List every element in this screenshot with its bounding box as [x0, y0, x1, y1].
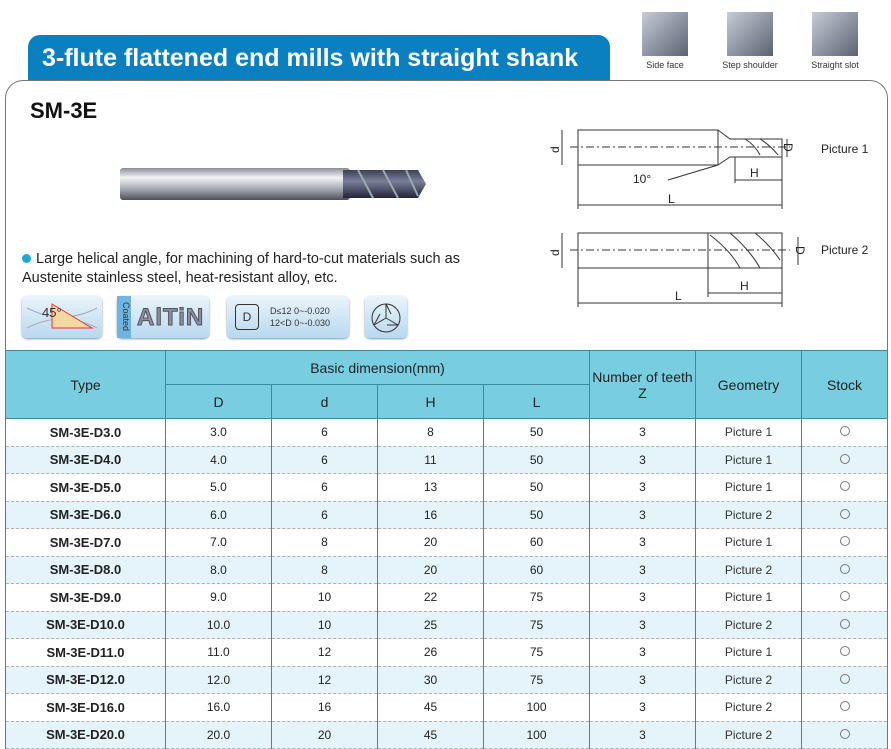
cell-type: SM-3E-D3.0	[6, 419, 166, 447]
cell-teeth: 3	[590, 611, 696, 639]
cell-geometry: Picture 2	[696, 666, 802, 694]
cell-L: 75	[484, 611, 590, 639]
cell-teeth: 3	[590, 556, 696, 584]
cell-d: 8	[272, 529, 378, 557]
dim-angle: 10°	[633, 172, 652, 186]
cell-D: 7.0	[166, 529, 272, 557]
cell-D: 9.0	[166, 584, 272, 612]
in-stock-circle-icon	[840, 536, 850, 546]
table-row	[6, 639, 888, 667]
cell-teeth: 3	[590, 721, 696, 749]
cell-H: 8	[378, 419, 484, 447]
cell-type: SM-3E-D16.0	[6, 694, 166, 722]
cell-d: 10	[272, 611, 378, 639]
table-row	[6, 474, 888, 502]
tolerance-line: D≤12 0~-0.020	[270, 306, 330, 316]
cell-D: 20.0	[166, 721, 272, 749]
helix-angle-icon	[22, 296, 102, 338]
cell-H: 20	[378, 529, 484, 557]
in-stock-circle-icon	[840, 619, 850, 629]
cell-type: SM-3E-D10.0	[6, 611, 166, 639]
in-stock-circle-icon	[840, 729, 850, 739]
cell-geometry: Picture 1	[696, 419, 802, 447]
cell-d: 8	[272, 556, 378, 584]
in-stock-circle-icon	[840, 674, 850, 684]
table-row	[6, 529, 888, 557]
cell-L: 75	[484, 666, 590, 694]
cell-type: SM-3E-D6.0	[6, 501, 166, 529]
cell-geometry: Picture 2	[696, 721, 802, 749]
cell-stock	[802, 474, 888, 502]
header-geometry: Geometry	[696, 351, 802, 419]
cell-geometry: Picture 1	[696, 584, 802, 612]
cell-L: 60	[484, 529, 590, 557]
cell-L: 50	[484, 419, 590, 447]
coated-label: Coated	[117, 296, 131, 338]
cell-teeth: 3	[590, 666, 696, 694]
picture-1-label: Picture 1	[821, 142, 869, 156]
in-stock-circle-icon	[840, 591, 850, 601]
in-stock-circle-icon	[840, 426, 850, 436]
cell-L: 100	[484, 694, 590, 722]
cell-d: 6	[272, 446, 378, 474]
specification-table	[5, 350, 888, 749]
coating-badge	[117, 296, 209, 338]
helix-angle-label: 45°	[42, 305, 62, 320]
cell-H: 26	[378, 639, 484, 667]
cell-geometry: Picture 2	[696, 556, 802, 584]
cell-type: SM-3E-D9.0	[6, 584, 166, 612]
dim-L: L	[668, 192, 675, 206]
dim-H: H	[740, 279, 749, 293]
tolerance-line: 12<D 0~-0.030	[270, 318, 331, 328]
end-mill-photo	[118, 162, 428, 206]
description-text: Large helical angle, for machining of hard-to-cut materials such as Austenite stainless steel, heat-resistant alloy, etc.	[22, 251, 460, 286]
cell-d: 10	[272, 584, 378, 612]
header-type: Type	[6, 351, 166, 419]
cell-geometry: Picture 2	[696, 501, 802, 529]
table-row	[6, 666, 888, 694]
cell-stock	[802, 556, 888, 584]
cell-type: SM-3E-D5.0	[6, 474, 166, 502]
in-stock-circle-icon	[840, 701, 850, 711]
cell-D: 5.0	[166, 474, 272, 502]
cell-H: 11	[378, 446, 484, 474]
header-L: L	[484, 385, 590, 419]
dim-H: H	[750, 166, 759, 180]
header-basic-dimension: Basic dimension(mm)	[166, 351, 590, 385]
cell-teeth: 3	[590, 529, 696, 557]
cell-d: 20	[272, 721, 378, 749]
cell-stock	[802, 639, 888, 667]
step-shoulder-icon	[727, 12, 773, 56]
cell-stock	[802, 446, 888, 474]
operation-straight-slot	[800, 12, 870, 70]
product-description	[22, 250, 512, 288]
dimension-drawings	[550, 125, 890, 325]
cell-H: 45	[378, 721, 484, 749]
dim-D: D	[781, 143, 795, 152]
operation-label: Side face	[646, 60, 684, 70]
three-flute-icon	[365, 296, 407, 338]
cell-type: SM-3E-D20.0	[6, 721, 166, 749]
side-face-icon	[642, 12, 688, 56]
cell-geometry: Picture 1	[696, 446, 802, 474]
helix-angle-badge	[22, 296, 102, 338]
table-row	[6, 419, 888, 447]
cell-H: 22	[378, 584, 484, 612]
cell-type: SM-3E-D7.0	[6, 529, 166, 557]
cell-H: 25	[378, 611, 484, 639]
cell-teeth: 3	[590, 694, 696, 722]
cell-teeth: 3	[590, 501, 696, 529]
cell-d: 12	[272, 666, 378, 694]
flute-count-badge	[365, 296, 407, 338]
cell-L: 50	[484, 446, 590, 474]
table-row	[6, 721, 888, 749]
tolerance-symbol: D	[235, 304, 259, 330]
cell-teeth: 3	[590, 419, 696, 447]
table-row	[6, 611, 888, 639]
cell-D: 3.0	[166, 419, 272, 447]
cell-H: 13	[378, 474, 484, 502]
cell-L: 50	[484, 474, 590, 502]
cell-type: SM-3E-D11.0	[6, 639, 166, 667]
cell-d: 6	[272, 501, 378, 529]
in-stock-circle-icon	[840, 454, 850, 464]
cell-stock	[802, 721, 888, 749]
page-title: 3-flute flattened end mills with straight shank	[28, 35, 610, 81]
cell-geometry: Picture 2	[696, 611, 802, 639]
table-row	[6, 501, 888, 529]
dim-d: d	[548, 146, 562, 153]
cell-stock	[802, 419, 888, 447]
cell-D: 8.0	[166, 556, 272, 584]
header-H: H	[378, 385, 484, 419]
cell-L: 100	[484, 721, 590, 749]
cell-D: 4.0	[166, 446, 272, 474]
cell-D: 11.0	[166, 639, 272, 667]
header-stock: Stock	[802, 351, 888, 419]
picture-2-label: Picture 2	[821, 243, 869, 257]
cell-stock	[802, 694, 888, 722]
model-name: SM-3E	[30, 98, 98, 123]
cell-type: SM-3E-D12.0	[6, 666, 166, 694]
cell-stock	[802, 501, 888, 529]
cell-teeth: 3	[590, 446, 696, 474]
in-stock-circle-icon	[840, 509, 850, 519]
cell-stock	[802, 666, 888, 694]
dim-D: D	[793, 246, 807, 255]
cell-L: 50	[484, 501, 590, 529]
cell-H: 45	[378, 694, 484, 722]
cell-geometry: Picture 1	[696, 639, 802, 667]
cell-d: 6	[272, 474, 378, 502]
operation-side-face	[630, 12, 700, 70]
table-row	[6, 446, 888, 474]
cell-L: 60	[484, 556, 590, 584]
cell-d: 12	[272, 639, 378, 667]
in-stock-circle-icon	[840, 481, 850, 491]
in-stock-circle-icon	[840, 646, 850, 656]
cell-L: 75	[484, 584, 590, 612]
bullet-icon	[22, 254, 31, 263]
cell-teeth: 3	[590, 474, 696, 502]
in-stock-circle-icon	[840, 564, 850, 574]
cell-D: 10.0	[166, 611, 272, 639]
cell-geometry: Picture 1	[696, 474, 802, 502]
header-D: D	[166, 385, 272, 419]
cell-d: 6	[272, 419, 378, 447]
cell-H: 20	[378, 556, 484, 584]
operation-label: Straight slot	[811, 60, 859, 70]
cell-type: SM-3E-D8.0	[6, 556, 166, 584]
operation-step-shoulder	[715, 12, 785, 70]
cell-L: 75	[484, 639, 590, 667]
cell-D: 16.0	[166, 694, 272, 722]
cell-H: 30	[378, 666, 484, 694]
cell-D: 12.0	[166, 666, 272, 694]
cell-d: 16	[272, 694, 378, 722]
cell-D: 6.0	[166, 501, 272, 529]
coating-name: AlTiN	[137, 304, 205, 331]
cell-type: SM-3E-D4.0	[6, 446, 166, 474]
cell-teeth: 3	[590, 639, 696, 667]
straight-slot-icon	[812, 12, 858, 56]
header-d: d	[272, 385, 378, 419]
header-teeth: Number of teeth Z	[590, 351, 696, 419]
cell-geometry: Picture 1	[696, 529, 802, 557]
dim-L: L	[675, 289, 682, 303]
table-row	[6, 556, 888, 584]
table-row	[6, 584, 888, 612]
cell-stock	[802, 611, 888, 639]
dim-d: d	[548, 249, 562, 256]
cell-H: 16	[378, 501, 484, 529]
cell-stock	[802, 529, 888, 557]
operation-label: Step shoulder	[722, 60, 778, 70]
cell-stock	[802, 584, 888, 612]
cell-geometry: Picture 2	[696, 694, 802, 722]
cell-teeth: 3	[590, 584, 696, 612]
tolerance-badge	[227, 296, 349, 338]
table-row	[6, 694, 888, 722]
